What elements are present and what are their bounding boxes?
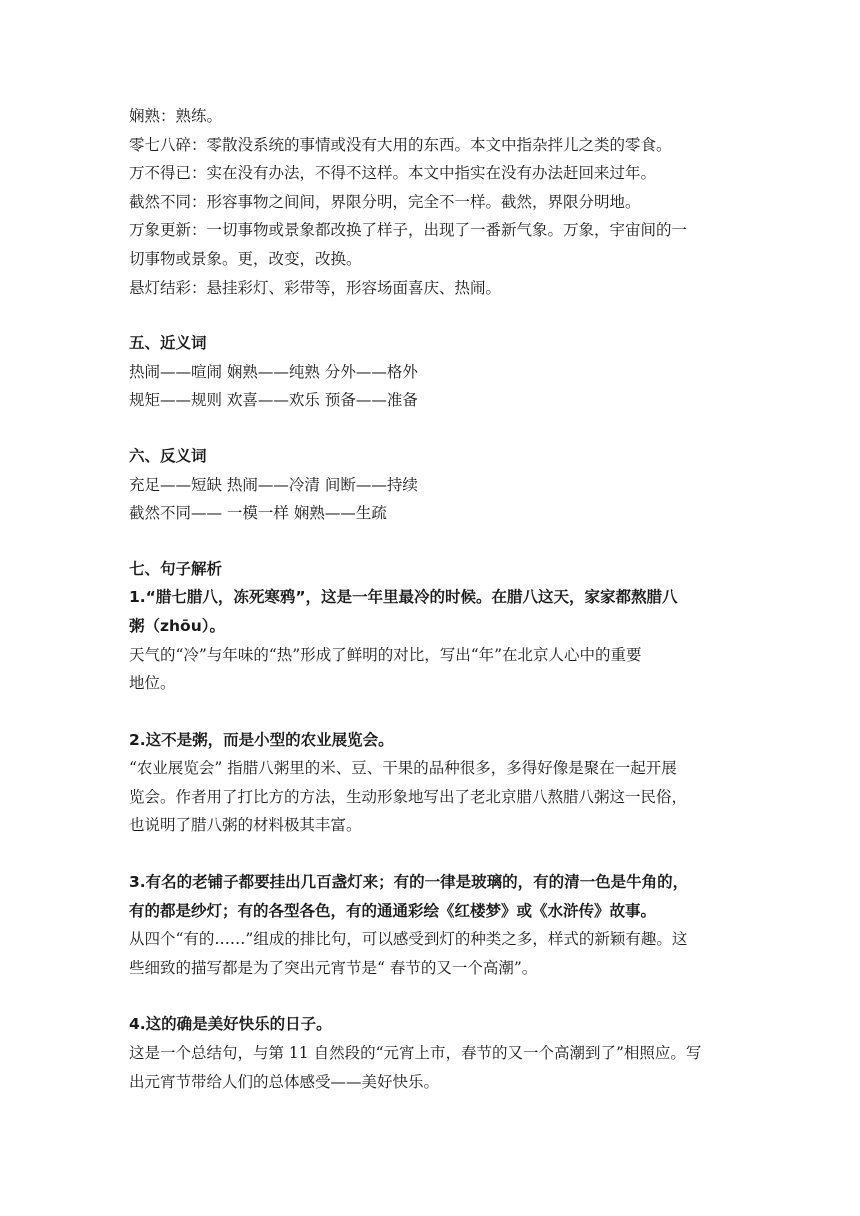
analysis-heading: 七、句子解析 xyxy=(129,559,223,578)
definitions-section xyxy=(129,102,734,302)
analysis-explanation: 些细致的描写都是为了突出元宵节是“ 春节的又一个高潮”。 xyxy=(129,958,538,977)
analysis-sentence: 有的都是纱灯；有的各型各色，有的通通彩绘《红楼梦》或《水浒传》故事。 xyxy=(129,901,657,920)
analysis-explanation: 这是一个总结句，与第 11 自然段的“元宵上市，春节的又一个高潮到了”相照应。写 xyxy=(129,1044,702,1063)
definition-line: 零七八碎：零散没系统的事情或没有大用的东西。本文中指杂拌儿之类的零食。 xyxy=(129,135,672,154)
analysis-item xyxy=(129,726,734,840)
analysis-explanation: “农业展览会” 指腊八粥里的米、豆、干果的品种很多，多得好像是聚在一起开展 xyxy=(129,759,677,778)
document-page xyxy=(129,102,734,1096)
analysis-explanation: 出元宵节带给人们的总体感受——美好快乐。 xyxy=(129,1072,440,1091)
analysis-sentence: 1.“腊七腊八，冻死寒鸦”，这是一年里最冷的时候。在腊八这天，家家都熬腊八 xyxy=(129,588,678,607)
definition-line: 截然不同：形容事物之间间，界限分明，完全不一样。截然，界限分明地。 xyxy=(129,192,641,211)
synonyms-section xyxy=(129,329,734,415)
analysis-item xyxy=(129,868,734,982)
spacer xyxy=(129,302,734,329)
analysis-explanation: 也说明了腊八粥的材料极其丰富。 xyxy=(129,816,362,835)
spacer xyxy=(129,840,734,868)
analysis-section xyxy=(129,555,734,1097)
synonym-line: 规矩——规则 欢喜——欢乐 预备——准备 xyxy=(129,391,418,410)
spacer xyxy=(129,415,734,442)
spacer xyxy=(129,528,734,555)
definition-line: 切事物或景象。更，改变，改换。 xyxy=(129,249,362,268)
analysis-item xyxy=(129,1010,734,1096)
analysis-sentence: 4.这的确是美好快乐的日子。 xyxy=(129,1015,332,1034)
antonym-line: 截然不同—— 一模一样 娴熟——生疏 xyxy=(129,504,387,523)
synonym-line: 热闹——喧闹 娴熟——纯熟 分外——格外 xyxy=(129,362,418,381)
antonyms-section xyxy=(129,442,734,528)
analysis-sentence: 3.有名的老铺子都要挂出几百盏灯来；有的一律是玻璃的，有的清一色是牛角的， xyxy=(129,873,689,892)
definition-line: 万象更新：一切事物或景象都改换了样子，出现了一番新气象。万象，宇宙间的一 xyxy=(129,221,688,240)
analysis-explanation: 从四个“有的……”组成的排比句，可以感受到灯的种类之多，样式的新颖有趣。这 xyxy=(129,930,688,949)
spacer xyxy=(129,982,734,1010)
analysis-sentence: 粥（zhōu）。 xyxy=(129,616,225,635)
definition-line: 万不得已：实在没有办法，不得不这样。本文中指实在没有办法赶回来过年。 xyxy=(129,164,657,183)
synonyms-heading: 五、近义词 xyxy=(129,334,207,353)
analysis-explanation: 览会。作者用了打比方的方法，生动形象地写出了老北京腊八熬腊八粥这一民俗， xyxy=(129,787,688,806)
spacer xyxy=(129,698,734,726)
antonym-line: 充足——短缺 热闹——冷清 间断——持续 xyxy=(129,475,418,494)
analysis-item xyxy=(129,583,734,697)
analysis-explanation: 地位。 xyxy=(129,674,176,693)
definition-line: 悬灯结彩：悬挂彩灯、彩带等，形容场面喜庆、热闹。 xyxy=(129,278,502,297)
analysis-explanation: 天气的“冷”与年味的“热”形成了鲜明的对比，写出“年”在北京人心中的重要 xyxy=(129,645,642,664)
analysis-sentence: 2.这不是粥，而是小型的农业展览会。 xyxy=(129,730,394,749)
definition-line: 娴熟：熟练。 xyxy=(129,107,223,125)
antonyms-heading: 六、反义词 xyxy=(129,446,207,465)
